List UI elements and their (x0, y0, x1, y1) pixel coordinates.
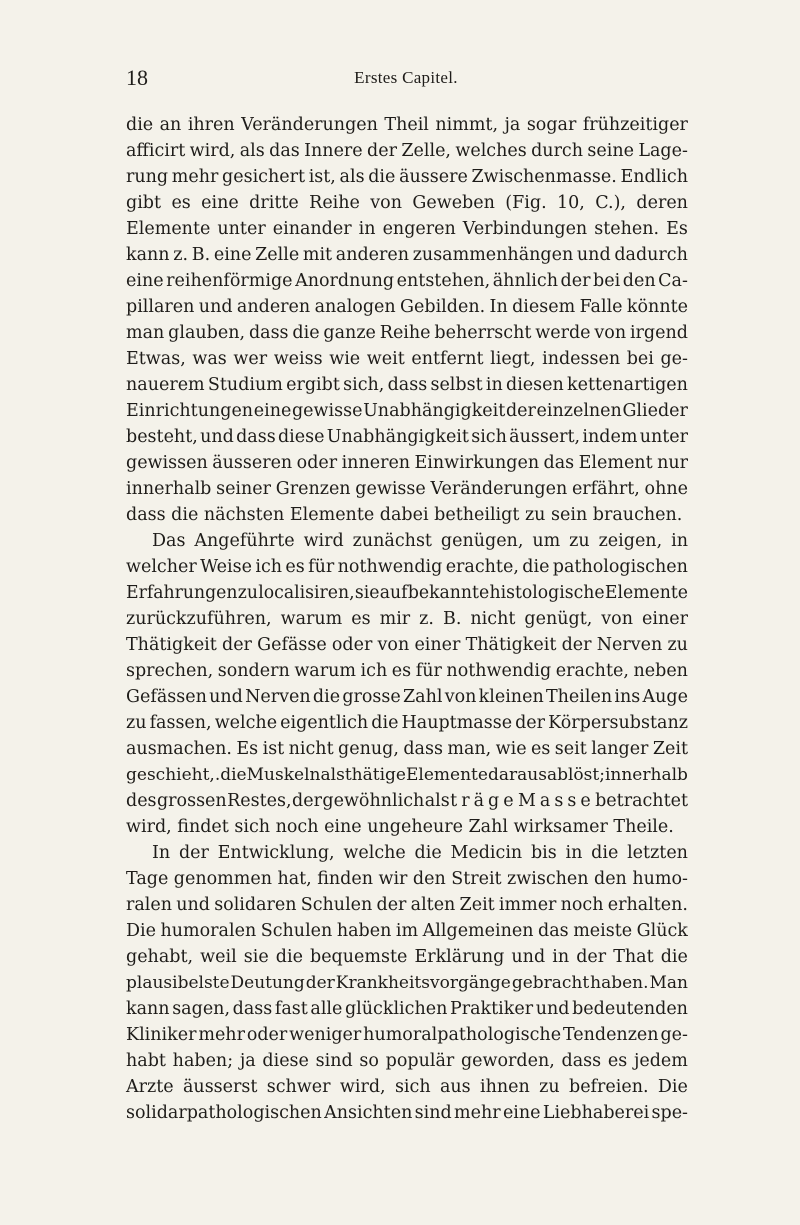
running-title: Erstes Capitel. (354, 68, 458, 87)
text-line: des grossen Restes, der gewöhnlich als träge Masse betrachtet (126, 791, 688, 811)
page-number: 18 (126, 65, 148, 90)
text-line: wird, findet sich noch eine ungeheure Zahl wirksamer Theile. (126, 817, 674, 837)
text-line: Erfahrungen zu localisiren, sie auf bekannte histologische Elemente (126, 583, 688, 603)
text-line: Gefässen und Nerven die grosse Zahl von kleinen Theilen ins Auge (126, 687, 688, 707)
text-line: sprechen, sondern warum ich es für nothwendig erachte, neben (126, 661, 688, 681)
text-line: rung mehr gesichert ist, als die äussere Zwischenmasse. Endlich (126, 167, 688, 187)
text-line: solidarpathologischen Ansichten sind mehr eine Liebhaberei spe- (126, 1103, 688, 1123)
text-line: gehabt, weil sie die bequemste Erklärung und in der That die (126, 947, 688, 967)
text-line: gewissen äusseren oder inneren Einwirkungen das Element nur (126, 453, 688, 473)
text-line: zu fassen, welche eigentlich die Hauptmasse der Körpersubstanz (126, 713, 688, 733)
text-line: In der Entwicklung, welche die Medicin bis in die letzten (152, 843, 688, 863)
text-line: welcher Weise ich es für nothwendig erachte, die pathologischen (126, 557, 688, 577)
text-line: plausibelste Deutung der Krankheitsvorgänge gebracht haben. Man (126, 973, 688, 993)
text-line: habt haben; ja diese sind so populär geworden, dass es jedem (126, 1051, 688, 1071)
text-line: innerhalb seiner Grenzen gewisse Veränderungen erfährt, ohne (126, 479, 688, 499)
text-line: dass die nächsten Elemente dabei betheiligt zu sein brauchen. (126, 505, 683, 525)
text-line: geschieht,.die Muskeln als thätige Elemente daraus ablöst; innerhalb (126, 765, 688, 785)
text-line: Elemente unter einander in engeren Verbindungen stehen. Es (126, 219, 688, 239)
text-line: kann sagen, dass fast alle glücklichen Praktiker und bedeutenden (126, 999, 688, 1019)
text-line: gibt es eine dritte Reihe von Geweben (Fig. 10, C.), deren (126, 193, 688, 213)
text-line: Thätigkeit der Gefässe oder von einer Thätigkeit der Nerven zu (126, 635, 688, 655)
text-line: ralen und solidaren Schulen der alten Zeit immer noch erhalten. (126, 895, 688, 915)
text-line: zurückzuführen, warum es mir z. B. nicht genügt, von einer (126, 609, 688, 629)
text-line: pillaren und anderen analogen Gebilden. In diesem Falle könnte (126, 297, 688, 317)
text-line: kann z. B. eine Zelle mit anderen zusammenhängen und dadurch (126, 245, 688, 265)
text-line: eine reihenförmige Anordnung entstehen, ähnlich der bei den Ca- (126, 271, 688, 291)
text-line: Die humoralen Schulen haben im Allgemeinen das meiste Glück (126, 921, 688, 941)
body-text (126, 112, 688, 1126)
text-line: besteht, und dass diese Unabhängigkeit sich äussert, indem unter (126, 427, 688, 447)
text-line: Das Angeführte wird zunächst genügen, um zu zeigen, in (152, 531, 688, 551)
text-line: die an ihren Veränderungen Theil nimmt, ja sogar frühzeitiger (126, 115, 688, 135)
text-line: Tage genommen hat, finden wir den Streit zwischen den humo- (126, 869, 688, 889)
text-line: Arzte äusserst schwer wird, sich aus ihnen zu befreien. Die (126, 1077, 688, 1097)
text-line: Einrichtungen eine gewisse Unabhängigkeit der einzelnen Glieder (126, 401, 688, 421)
text-line: Kliniker mehr oder weniger humoralpathologische Tendenzen ge- (126, 1025, 688, 1045)
text-line: nauerem Studium ergibt sich, dass selbst in diesen kettenartigen (126, 375, 688, 395)
text-line: afficirt wird, als das Innere der Zelle, welches durch seine Lage- (126, 141, 688, 161)
text-line: Etwas, was wer weiss wie weit entfernt liegt, indessen bei ge- (126, 349, 688, 369)
text-line: man glauben, dass die ganze Reihe beherrscht werde von irgend (126, 323, 688, 343)
text-line: ausmachen. Es ist nicht genug, dass man, wie es seit langer Zeit (126, 739, 688, 759)
page-header (126, 66, 686, 90)
